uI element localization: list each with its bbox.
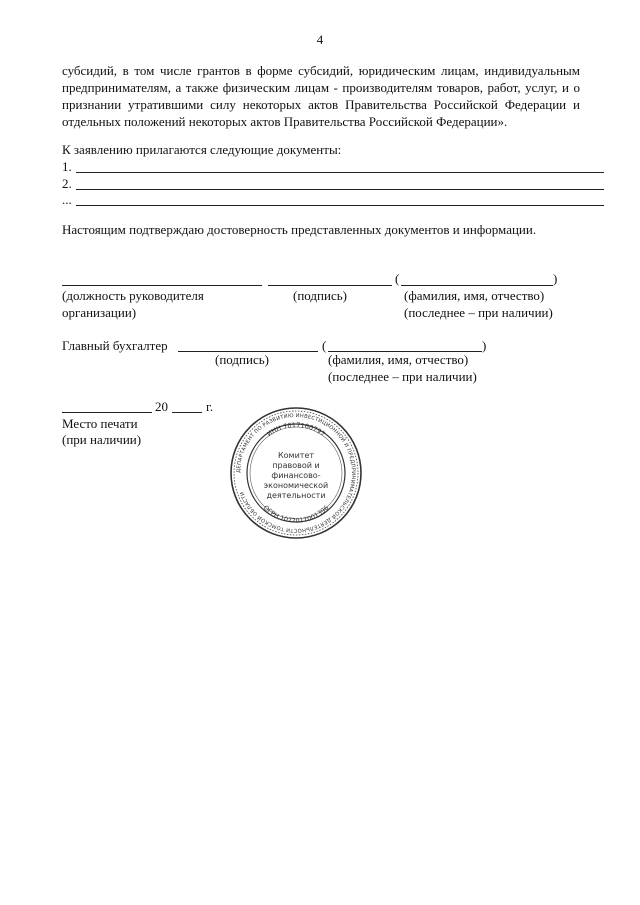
organization-stamp	[228, 405, 364, 541]
stamp-inn-text: ИНН 7017160797	[265, 421, 327, 439]
year-line	[172, 412, 202, 413]
attachments-heading: К заявлению прилагаются следующие документы:	[62, 142, 342, 157]
intro-paragraph	[62, 62, 580, 130]
stamp-center-line: правовой и	[272, 461, 320, 470]
year-prefix: 20	[155, 399, 168, 414]
intro-line: субсидий, в том числе грантов в форме субсидий, юридическим лицам, индивидуальным	[62, 63, 580, 78]
attachment-item-number: 2.	[62, 176, 72, 191]
accountant-close-paren: )	[482, 338, 487, 353]
intro-line: предпринимателям, а также физическим лицам - производителям товаров, работ, услуг, и о	[62, 80, 580, 95]
name-close-paren: )	[553, 271, 558, 286]
name-line	[401, 285, 553, 286]
accountant-name-caption: (фамилия, имя, отчество)	[328, 352, 469, 367]
attachment-line	[76, 189, 604, 190]
signature-caption: (подпись)	[293, 288, 347, 303]
stamp-center-line: Комитет	[277, 451, 315, 460]
name-caption: (фамилия, имя, отчество)	[404, 288, 545, 303]
stamp-ring-text: ДЕПАРТАМЕНТ ПО РАЗВИТИЮ ИНВЕСТИЦИОННОЙ И ПРЕДПРИНИМАТЕЛЬСКОЙ ДЕЯТЕЛЬНОСТИ ТОМСКОЙ ОБЛАСТИ	[235, 412, 357, 534]
attachment-line	[76, 205, 604, 206]
seal-place-note: (при наличии)	[62, 432, 142, 447]
position-line	[62, 285, 262, 286]
stamp-center-line: деятельности	[266, 491, 326, 500]
attachment-item-number: ...	[62, 192, 72, 207]
stamp-center-line: экономической	[263, 481, 329, 490]
accountant-signature-caption: (подпись)	[215, 352, 269, 367]
intro-line: отдельных положений некоторых актов Правительства Российской Федерации».	[62, 114, 508, 129]
attachment-item-number: 1.	[62, 159, 72, 174]
signature-line	[268, 285, 392, 286]
accountant-open-paren: (	[322, 338, 327, 353]
stamp-ogrn-text: ОГРН 1077017001396	[261, 503, 331, 525]
page-number: 4	[316, 32, 324, 47]
name-open-paren: (	[395, 271, 400, 286]
position-caption: (должность руководителя	[62, 288, 204, 303]
name-caption: (последнее – при наличии)	[404, 305, 553, 320]
year-suffix: г.	[206, 399, 214, 414]
seal-place-label: Место печати	[62, 416, 138, 431]
accountant-name-caption: (последнее – при наличии)	[328, 369, 477, 384]
confirmation-text: Настоящим подтверждаю достоверность представленных документов и информации.	[62, 222, 537, 237]
attachment-line	[76, 172, 604, 173]
date-line	[62, 412, 152, 413]
position-caption: организации)	[62, 305, 137, 320]
stamp-center-line: финансово-	[271, 471, 321, 480]
intro-line: признании утратившими силу некоторых актов Правительства Российской Федерации и	[62, 97, 580, 112]
accountant-label: Главный бухгалтер	[62, 338, 168, 353]
